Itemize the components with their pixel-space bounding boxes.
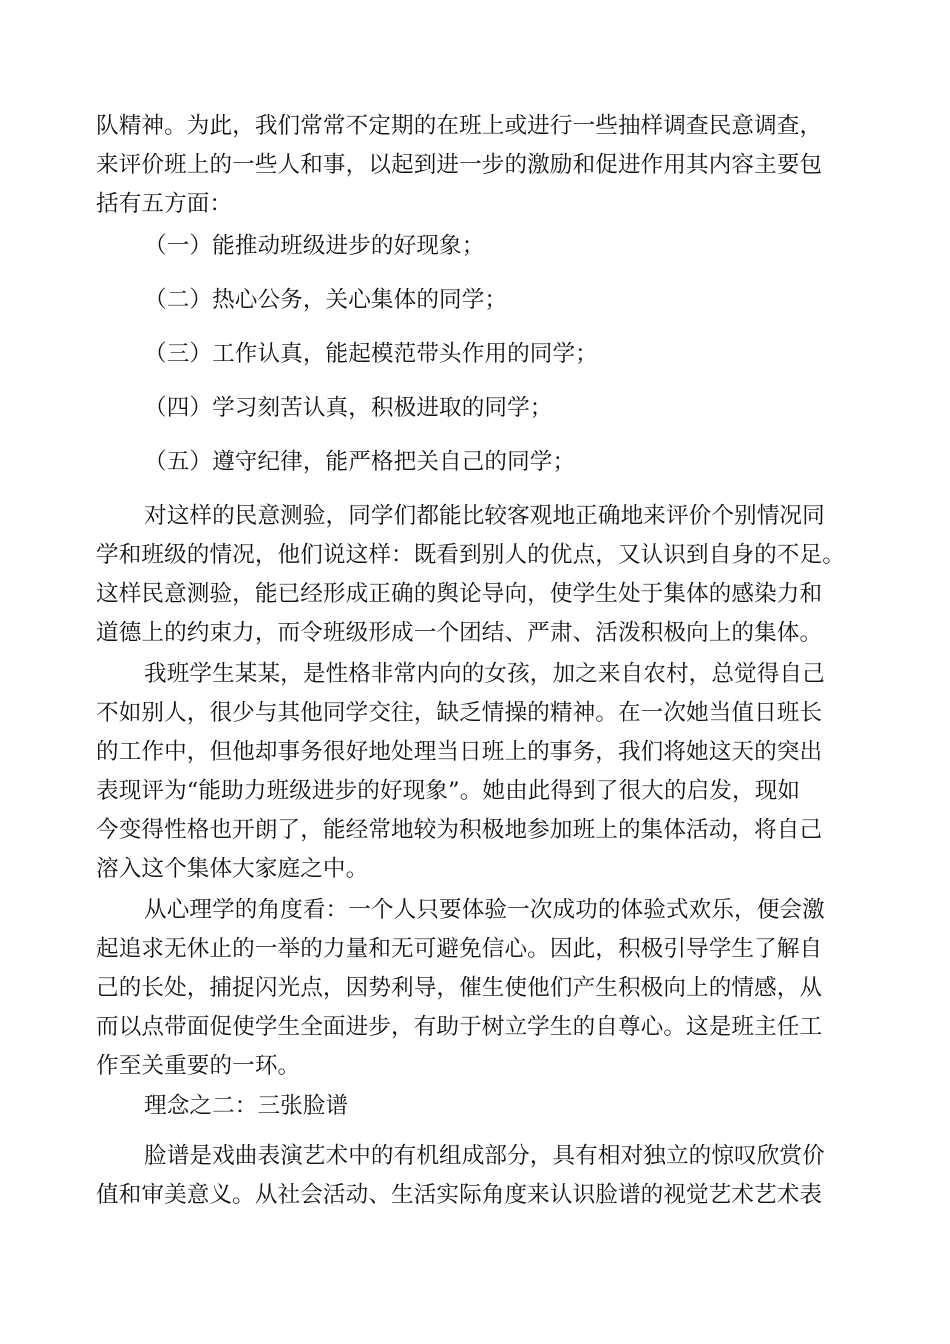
text-line: 学和班级的情况，他们说这样：既看到别人的优点，又认识到自身的不足。: [96, 542, 845, 568]
survey-paragraph: [96, 497, 864, 653]
text-line: 从心理学的角度看：一个人只要体验一次成功的体验式欢乐，便会激: [144, 897, 825, 923]
list-item: （二）热心公务，关心集体的同学；: [144, 287, 508, 313]
text-line: 己的长处，捕捉闪光点，因势利导，催生使他们产生积极向上的情感，从: [96, 975, 823, 1001]
text-line: 这样民意测验，能已经形成正确的舆论导向，使学生处于集体的感染力和: [96, 581, 823, 607]
text-line: 溶入这个集体大家庭之中。: [96, 856, 369, 882]
text-line: 值和审美意义。从社会活动、生活实际角度来认识脸谱的视觉艺术艺术表: [96, 1182, 823, 1208]
section-heading: 理念之二：三张脸谱: [144, 1093, 349, 1119]
text-line: 表现评为“能助力班级进步的好现象”。她由此得到了很大的启发，现如: [96, 778, 801, 804]
list-item: （三）工作认真，能起模范带头作用的同学；: [144, 341, 598, 367]
intro-paragraph: [96, 107, 864, 224]
text-line: 不如别人，很少与其他同学交往，缺乏情操的精神。在一次她当值日班长: [96, 700, 823, 726]
text-line: 作至关重要的一环。: [96, 1053, 301, 1079]
text-line: 的工作中，但他却事务很好地处理当日班上的事务，我们将她这天的突出: [96, 739, 823, 765]
student-paragraph: [96, 655, 864, 889]
masks-paragraph: [96, 1137, 864, 1215]
text-line: 起追求无休止的一举的力量和无可避免信心。因此，积极引导学生了解自: [96, 936, 823, 962]
text-line: 脸谱是戏曲表演艺术中的有机组成部分，具有相对独立的惊叹欣赏价: [144, 1143, 825, 1169]
text-line: 对这样的民意测验，同学们都能比较客观地正确地来评价个别情况同: [144, 503, 825, 529]
text-line: 队精神。为此，我们常常不定期的在班上或进行一些抽样调查民意调查，: [96, 113, 823, 139]
text-line: 来评价班上的一些人和事，以起到进一步的激励和促进作用其内容主要包: [96, 152, 823, 178]
text-line: 我班学生某某，是性格非常内向的女孩，加之来自农村，总觉得自己: [144, 661, 825, 687]
list-item: （五）遵守纪律，能严格把关自己的同学；: [144, 449, 576, 475]
text-line: 括有五方面：: [96, 191, 233, 217]
text-line: 而以点带面促使学生全面进步，有助于树立学生的自尊心。这是班主任工: [96, 1014, 823, 1040]
list-item: （一）能推动班级进步的好现象；: [144, 233, 485, 259]
psychology-paragraph: [96, 891, 864, 1086]
list-item: （四）学习刻苦认真，积极进取的同学；: [144, 395, 553, 421]
text-line: 今变得性格也开朗了，能经常地较为积极地参加班上的集体活动，将自己: [96, 817, 823, 843]
text-line: 道德上的约束力，而令班级形成一个团结、严肃、活泼积极向上的集体。: [96, 620, 823, 646]
